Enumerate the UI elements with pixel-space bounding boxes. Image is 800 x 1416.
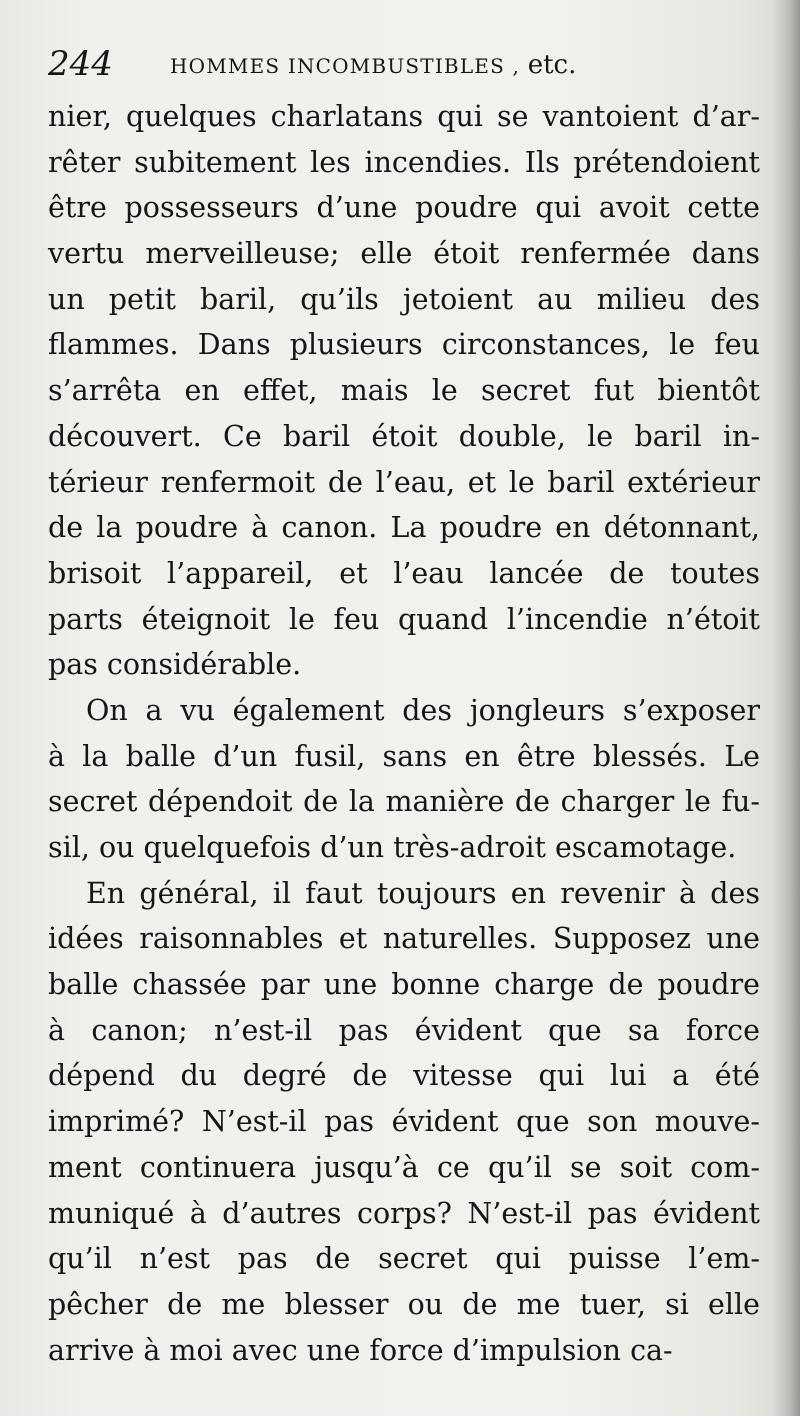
text-line: brisoit l’appareil, et l’eau lancée de toutes — [48, 556, 760, 590]
text-line: On a vu également des jongleurs s’exposer — [86, 693, 760, 727]
text-line: à la balle d’un fusil, sans en être blessés. Le — [48, 739, 760, 773]
text-line: sil, ou quelquefois d’un très-adroit escamotage. — [48, 831, 737, 864]
text-line: En général, il faut toujours en revenir à des — [86, 876, 760, 910]
text-line: imprimé? N’est-il pas évident que son mouve- — [48, 1105, 760, 1139]
text-line: pêcher de me blesser ou de me tuer, si elle — [48, 1287, 760, 1321]
text-line: de la poudre à canon. La poudre en détonnant, — [48, 511, 760, 545]
text-line: idées raisonnables et naturelles. Supposez une — [48, 922, 760, 956]
body-text — [48, 94, 760, 1373]
page-header — [48, 40, 748, 90]
text-line: à canon; n’est-il pas évident que sa force — [48, 1013, 760, 1047]
running-head-title: HOMMES INCOMBUSTIBLES , — [170, 54, 521, 78]
text-line: qu’il n’est pas de secret qui puisse l’em- — [48, 1242, 760, 1276]
text-line: vertu merveilleuse; elle étoit renfermée dans — [48, 237, 760, 271]
text-line: secret dépendoit de la manière de charger le fu- — [48, 785, 760, 819]
text-line: nier, quelques charlatans qui se vantoient d’ar- — [48, 100, 760, 133]
text-line: flammes. Dans plusieurs circonstances, le feu — [48, 328, 760, 362]
text-line: découvert. Ce baril étoit double, le baril in- — [48, 419, 760, 453]
page-edge-shadow — [772, 0, 800, 1416]
running-head — [170, 50, 576, 81]
running-head-etc: etc. — [527, 50, 577, 80]
text-line: parts éteignoit le feu quand l’incendie n’étoit — [48, 602, 760, 636]
text-line: un petit baril, qu’ils jetoient au milieu des — [48, 282, 760, 316]
page-number: 244 — [48, 44, 113, 84]
text-line: arrive à moi avec une force d’impulsion ca- — [48, 1333, 673, 1367]
text-line: muniqué à d’autres corps? N’est-il pas évident — [48, 1196, 760, 1230]
paragraph — [48, 871, 760, 1374]
text-line: térieur renfermoit de l’eau, et le baril extérieur — [48, 465, 760, 499]
text-line: balle chassée par une bonne charge de poudre — [48, 968, 760, 1002]
paragraph — [48, 688, 760, 871]
text-line: dépend du degré de vitesse qui lui a été — [48, 1059, 760, 1093]
text-line: ment continuera jusqu’à ce qu’il se soit com- — [48, 1150, 760, 1184]
text-line: être possesseurs d’une poudre qui avoit cette — [48, 191, 760, 225]
text-line: s’arrêta en effet, mais le secret fut bientôt — [48, 374, 760, 408]
text-line: pas considérable. — [48, 648, 302, 682]
paragraph — [48, 94, 760, 688]
text-line: rêter subitement les incendies. Ils prétendoient — [48, 145, 760, 179]
